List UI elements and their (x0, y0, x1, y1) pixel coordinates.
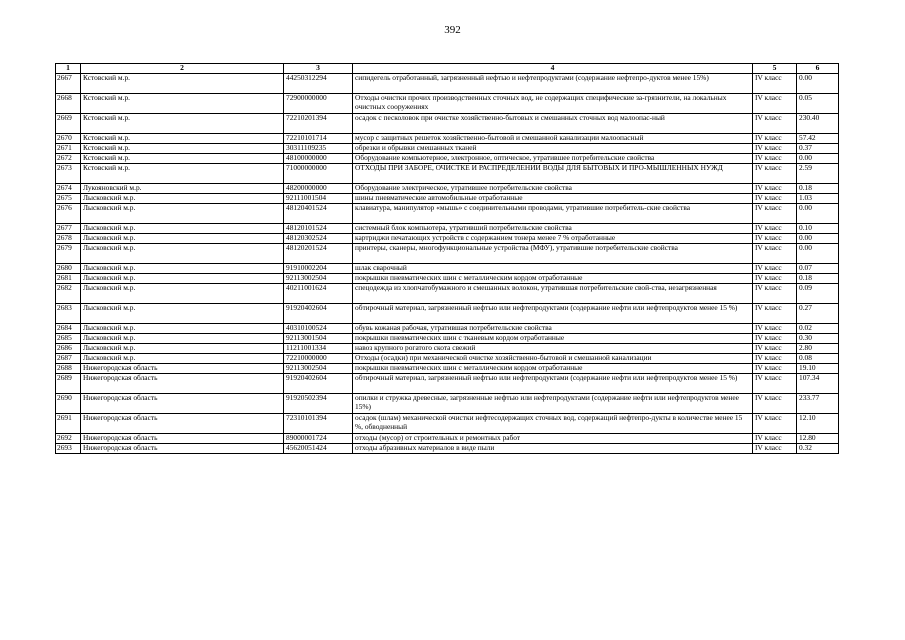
cell-description: покрышки пневматических шин с металлическим кордом отработанные (353, 364, 753, 374)
cell-amount: 0.30 (797, 334, 839, 344)
cell-code: 44250312294 (284, 74, 353, 94)
cell-region: Нижегородская область (81, 434, 284, 444)
cell-region: Кстовский м.р. (81, 144, 284, 154)
cell-hazard-class: IV класс (753, 234, 797, 244)
cell-description: системный блок компьютера, утративший потребительские свойства (353, 224, 753, 234)
table-row (56, 224, 839, 234)
cell-amount: 0.08 (797, 354, 839, 364)
table-row (56, 444, 839, 454)
cell-amount: 0.05 (797, 94, 839, 114)
cell-description: Отходы (осадки) при механической очистке хозяйственно-бытовой и смешанной канализации (353, 354, 753, 364)
cell-amount: 0.09 (797, 284, 839, 304)
table-header-row (56, 64, 839, 74)
cell-amount: 0.07 (797, 264, 839, 274)
cell-number: 2681 (56, 274, 81, 284)
table-row (56, 154, 839, 164)
cell-region: Лысковский м.р. (81, 204, 284, 224)
cell-description: шлак сварочный (353, 264, 753, 274)
cell-region: Лысковский м.р. (81, 304, 284, 324)
cell-hazard-class: IV класс (753, 344, 797, 354)
cell-number: 2680 (56, 264, 81, 274)
table-row (56, 94, 839, 114)
cell-region: Кстовский м.р. (81, 114, 284, 134)
cell-description: мусор с защитных решеток хозяйственно-бытовой и смешанной канализации малоопасный (353, 134, 753, 144)
cell-description: клавиатура, манипулятор «мышь» с соединительными проводами, утратившие потребитель-ские свойства (353, 204, 753, 224)
cell-hazard-class: IV класс (753, 324, 797, 334)
cell-number: 2689 (56, 374, 81, 394)
table-row (56, 114, 839, 134)
cell-number: 2685 (56, 334, 81, 344)
cell-region: Кстовский м.р. (81, 134, 284, 144)
cell-code: 92113002504 (284, 274, 353, 284)
cell-hazard-class: IV класс (753, 334, 797, 344)
cell-hazard-class: IV класс (753, 194, 797, 204)
cell-region: Кстовский м.р. (81, 164, 284, 184)
table-row (56, 134, 839, 144)
cell-amount: 0.00 (797, 204, 839, 224)
cell-amount: 0.18 (797, 184, 839, 194)
cell-amount: 0.27 (797, 304, 839, 324)
cell-number: 2674 (56, 184, 81, 194)
cell-code: 48120401524 (284, 204, 353, 224)
table-row (56, 204, 839, 224)
cell-hazard-class: IV класс (753, 184, 797, 194)
cell-code: 91910002204 (284, 264, 353, 274)
cell-code: 48120201524 (284, 244, 353, 264)
column-header-region: 2 (81, 64, 284, 74)
cell-code: 48120101524 (284, 224, 353, 234)
cell-hazard-class: IV класс (753, 144, 797, 154)
cell-code: 72310101394 (284, 414, 353, 434)
column-header-hazard-class: 5 (753, 64, 797, 74)
cell-description: отходы (мусор) от строительных и ремонтных работ (353, 434, 753, 444)
cell-hazard-class: IV класс (753, 284, 797, 304)
table-row (56, 354, 839, 364)
cell-hazard-class: IV класс (753, 414, 797, 434)
cell-number: 2668 (56, 94, 81, 114)
cell-hazard-class: IV класс (753, 304, 797, 324)
cell-hazard-class: IV класс (753, 444, 797, 454)
table-row (56, 274, 839, 284)
cell-code: 91920502394 (284, 394, 353, 414)
cell-code: 30311109235 (284, 144, 353, 154)
cell-hazard-class: IV класс (753, 114, 797, 134)
cell-code: 91920402604 (284, 374, 353, 394)
cell-code: 48100000000 (284, 154, 353, 164)
cell-region: Лысковский м.р. (81, 334, 284, 344)
cell-number: 2677 (56, 224, 81, 234)
cell-hazard-class: IV класс (753, 74, 797, 94)
cell-hazard-class: IV класс (753, 224, 797, 234)
cell-region: Лысковский м.р. (81, 194, 284, 204)
cell-description: обтирочный материал, загрязненный нефтью или нефтепродуктами (содержание нефти или нефтепродуктов менее 15 %) (353, 374, 753, 394)
cell-region: Лысковский м.р. (81, 244, 284, 264)
cell-code: 72210101714 (284, 134, 353, 144)
cell-region: Нижегородская область (81, 414, 284, 434)
cell-region: Кстовский м.р. (81, 94, 284, 114)
cell-amount: 0.10 (797, 224, 839, 234)
cell-number: 2671 (56, 144, 81, 154)
column-header-description: 4 (353, 64, 753, 74)
table-row (56, 344, 839, 354)
cell-description: осадок с песколовок при очистке хозяйственно-бытовых и смешанных сточных вод малоопас-ный (353, 114, 753, 134)
cell-description: ОТХОДЫ ПРИ ЗАБОРЕ, ОЧИСТКЕ И РАСПРЕДЕЛЕНИИ ВОДЫ ДЛЯ БЫТОВЫХ И ПРО-МЫШЛЕННЫХ НУЖД (353, 164, 753, 184)
cell-description: обтирочный материал, загрязненный нефтью или нефтепродуктами (содержание нефти или нефтепродуктов менее 15 %) (353, 304, 753, 324)
cell-region: Лысковский м.р. (81, 344, 284, 354)
cell-description: Оборудование компьютерное, электронное, оптическое, утратившее потребительские свойства (353, 154, 753, 164)
cell-code: 40211001624 (284, 284, 353, 304)
table-row (56, 434, 839, 444)
cell-amount: 1.03 (797, 194, 839, 204)
cell-description: осадок (шлам) механической очистки нефтесодержащих сточных вод, содержащий нефтепро-дукты в количестве менее 15 %, обводненный (353, 414, 753, 434)
cell-amount: 2.80 (797, 344, 839, 354)
table-row (56, 324, 839, 334)
cell-code: 71000000000 (284, 164, 353, 184)
cell-hazard-class: IV класс (753, 354, 797, 364)
cell-number: 2682 (56, 284, 81, 304)
cell-hazard-class: IV класс (753, 164, 797, 184)
cell-code: 40310100524 (284, 324, 353, 334)
cell-code: 11211001334 (284, 344, 353, 354)
cell-region: Кстовский м.р. (81, 74, 284, 94)
cell-number: 2669 (56, 114, 81, 134)
cell-code: 45620051424 (284, 444, 353, 454)
cell-description: обрезки и обрывки смешанных тканей (353, 144, 753, 154)
cell-number: 2670 (56, 134, 81, 144)
cell-description: сипидегель отработанный, загрязненный нефтью и нефтепродуктами (содержание нефтепро-дуктов менее 15%) (353, 74, 753, 94)
cell-number: 2693 (56, 444, 81, 454)
cell-amount: 0.00 (797, 234, 839, 244)
cell-number: 2676 (56, 204, 81, 224)
cell-amount: 0.00 (797, 154, 839, 164)
cell-region: Нижегородская область (81, 364, 284, 374)
column-header-amount: 6 (797, 64, 839, 74)
cell-code: 48120302524 (284, 234, 353, 244)
cell-number: 2675 (56, 194, 81, 204)
waste-registry-table (55, 63, 839, 454)
page-number: 392 (444, 24, 461, 36)
table-row (56, 74, 839, 94)
cell-code: 72210201394 (284, 114, 353, 134)
table-row (56, 394, 839, 414)
cell-amount: 233.77 (797, 394, 839, 414)
cell-number: 2690 (56, 394, 81, 414)
cell-hazard-class: IV класс (753, 134, 797, 144)
table-row (56, 244, 839, 264)
cell-amount: 0.00 (797, 244, 839, 264)
cell-number: 2687 (56, 354, 81, 364)
cell-code: 92113001504 (284, 334, 353, 344)
cell-hazard-class: IV класс (753, 434, 797, 444)
cell-code: 72900000000 (284, 94, 353, 114)
cell-amount: 12.80 (797, 434, 839, 444)
table-row (56, 194, 839, 204)
table-row (56, 234, 839, 244)
cell-code: 91920402604 (284, 304, 353, 324)
cell-hazard-class: IV класс (753, 264, 797, 274)
cell-amount: 2.59 (797, 164, 839, 184)
cell-code: 72210000000 (284, 354, 353, 364)
cell-region: Нижегородская область (81, 394, 284, 414)
cell-description: шины пневматические автомобильные отработанные (353, 194, 753, 204)
cell-description: Оборудование электрическое, утратившее потребительские свойства (353, 184, 753, 194)
cell-amount: 0.37 (797, 144, 839, 154)
cell-number: 2684 (56, 324, 81, 334)
table-body (56, 74, 839, 454)
cell-amount: 57.42 (797, 134, 839, 144)
cell-description: картриджи печатающих устройств с содержанием тонера менее 7 % отработанные (353, 234, 753, 244)
cell-number: 2683 (56, 304, 81, 324)
table-row (56, 304, 839, 324)
cell-number: 2679 (56, 244, 81, 264)
cell-amount: 0.02 (797, 324, 839, 334)
cell-number: 2667 (56, 74, 81, 94)
cell-region: Кстовский м.р. (81, 154, 284, 164)
cell-region: Лысковский м.р. (81, 264, 284, 274)
cell-code: 92113002504 (284, 364, 353, 374)
cell-number: 2692 (56, 434, 81, 444)
cell-hazard-class: IV класс (753, 274, 797, 284)
cell-amount: 0.00 (797, 74, 839, 94)
cell-amount: 19.10 (797, 364, 839, 374)
cell-hazard-class: IV класс (753, 204, 797, 224)
cell-amount: 12.10 (797, 414, 839, 434)
table-row (56, 264, 839, 274)
cell-hazard-class: IV класс (753, 94, 797, 114)
cell-description: обувь кожаная рабочая, утратившая потребительские свойства (353, 324, 753, 334)
cell-amount: 230.40 (797, 114, 839, 134)
cell-region: Лукояновский м.р. (81, 184, 284, 194)
cell-amount: 107.34 (797, 374, 839, 394)
cell-hazard-class: IV класс (753, 244, 797, 264)
cell-region: Лысковский м.р. (81, 274, 284, 284)
cell-region: Нижегородская область (81, 374, 284, 394)
cell-hazard-class: IV класс (753, 394, 797, 414)
table-row (56, 284, 839, 304)
cell-description: спецодежда из хлопчатобумажного и смешанных волокон, утратившая потребительские свой-ства, незагрязненная (353, 284, 753, 304)
cell-amount: 0.32 (797, 444, 839, 454)
cell-code: 89000001724 (284, 434, 353, 444)
cell-hazard-class: IV класс (753, 364, 797, 374)
cell-code: 48200000000 (284, 184, 353, 194)
table-row (56, 364, 839, 374)
cell-number: 2686 (56, 344, 81, 354)
cell-code: 92111001504 (284, 194, 353, 204)
column-header-number: 1 (56, 64, 81, 74)
cell-region: Лысковский м.р. (81, 284, 284, 304)
column-header-code: 3 (284, 64, 353, 74)
cell-number: 2672 (56, 154, 81, 164)
cell-number: 2673 (56, 164, 81, 184)
cell-description: опилки и стружка древесные, загрязненные нефтью или нефтепродуктами (содержание нефти или нефтепродуктов менее 15%) (353, 394, 753, 414)
cell-number: 2678 (56, 234, 81, 244)
cell-region: Нижегородская область (81, 444, 284, 454)
cell-number: 2691 (56, 414, 81, 434)
cell-hazard-class: IV класс (753, 374, 797, 394)
table-row (56, 374, 839, 394)
cell-description: навоз крупного рогатого скота свежий (353, 344, 753, 354)
cell-region: Лысковский м.р. (81, 354, 284, 364)
table-row (56, 144, 839, 154)
cell-description: принтеры, сканеры, многофункциональные устройства (МФУ), утратившие потребительские свойства (353, 244, 753, 264)
table-row (56, 164, 839, 184)
cell-number: 2688 (56, 364, 81, 374)
table-row (56, 184, 839, 194)
cell-description: покрышки пневматических шин с тканевым кордом отработанные (353, 334, 753, 344)
cell-region: Лысковский м.р. (81, 234, 284, 244)
cell-amount: 0.18 (797, 274, 839, 284)
cell-description: Отходы очистки прочих производственных сточных вод, не содержащих специфические за-грязнители, на локальных очистных сооружениях (353, 94, 753, 114)
cell-hazard-class: IV класс (753, 154, 797, 164)
cell-description: отходы абразивных материалов в виде пыли (353, 444, 753, 454)
table-row (56, 334, 839, 344)
cell-description: покрышки пневматических шин с металлическим кордом отработанные (353, 274, 753, 284)
cell-region: Лысковский м.р. (81, 324, 284, 334)
cell-region: Лысковский м.р. (81, 224, 284, 234)
table-row (56, 414, 839, 434)
